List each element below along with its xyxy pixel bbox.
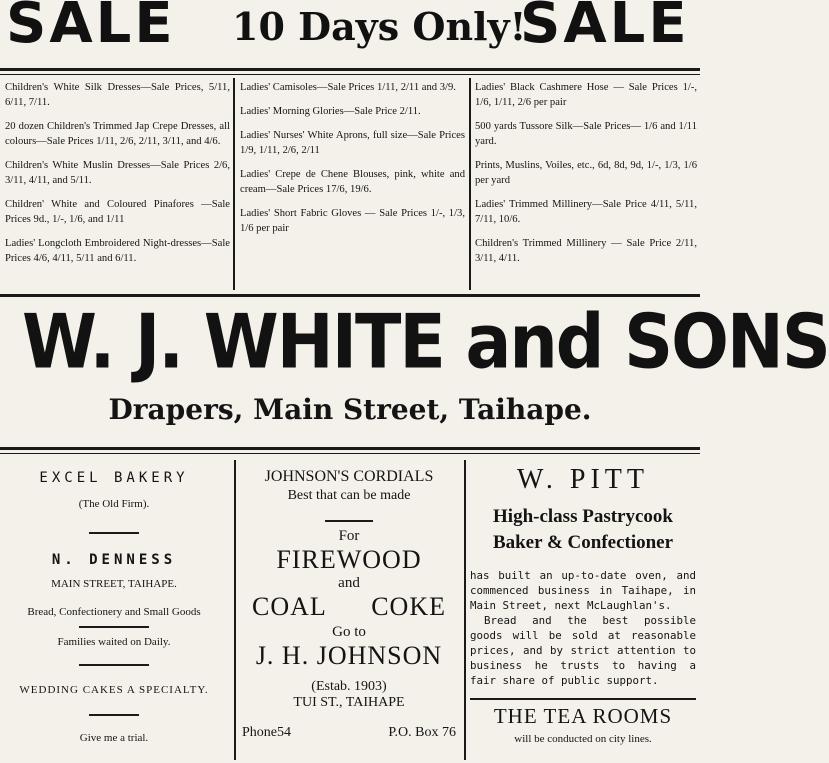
short-divider	[79, 626, 149, 628]
bakery-address: MAIN STREET, TAIHAPE.	[51, 578, 177, 590]
johnson-firewood: FIREWOOD	[276, 545, 422, 574]
sale-item: Ladies' Trimmed Millinery—Sale Price 4/11, 5/11, 7/11, 10/6.	[475, 199, 697, 225]
sale-item: Children's Trimmed Millinery — Sale Price 2/11, 3/11, 4/11.	[475, 238, 697, 264]
sale-item: Ladies' Nurses' White Aprons, full size—Sale Prices 1/9, 1/11, 2/6, 2/11	[240, 130, 465, 156]
johnson-cordials: JOHNSON'S CORDIALS	[264, 468, 434, 485]
pitt-ad	[470, 462, 696, 745]
bakery-wedding-cakes: WEDDING CAKES A SPECIALTY.	[19, 684, 209, 696]
sale-item: Ladies' Black Cashmere Hose — Sale Prices 1/-, 1/6, 1/11, 2/6 per pair	[475, 82, 697, 108]
column-divider	[233, 78, 235, 290]
johnson-phone: Phone54	[242, 725, 291, 740]
banner-bottom-divider-thin	[0, 453, 700, 454]
sale-column-1	[5, 80, 230, 275]
pitt-conducted: will be conducted on city lines.	[514, 733, 652, 745]
pitt-tea-rooms: THE TEA ROOMS	[493, 704, 673, 728]
johnson-pobox: P.O. Box 76	[388, 725, 456, 740]
johnson-name: J. H. JOHNSON	[255, 641, 443, 670]
johnson-coke: COKE	[371, 592, 446, 621]
johnson-for: For	[338, 528, 360, 544]
short-divider	[89, 714, 139, 716]
sale-item: Ladies' Longcloth Embroidered Night-dresses—Sale Prices 4/6, 4/11, 5/11 and 6/11.	[5, 238, 230, 264]
column-divider	[469, 78, 471, 290]
column-divider	[234, 460, 236, 760]
pitt-line1: High-class Pastrycook	[493, 506, 673, 527]
bakery-subtitle: (The Old Firm).	[78, 498, 150, 510]
sale-item: Prints, Muslins, Voiles, etc., 6d, 8d, 9d, 1/-, 1/3, 1/6 per yard	[475, 160, 697, 186]
pitt-line2: Baker & Confectioner	[492, 532, 674, 553]
sale-item: Ladies' Camisoles—Sale Prices 1/11, 2/11 and 3/9.	[240, 82, 456, 93]
short-divider	[89, 532, 139, 534]
johnson-fuel-line	[238, 592, 460, 622]
bakery-title: EXCEL BAKERY	[39, 470, 189, 486]
pitt-paragraph-1: has built an up-to-date oven, and commenced business in Taihape, in Main Street, next McLaughlan's.	[470, 569, 696, 612]
johnson-best: Best that can be made	[287, 488, 411, 503]
johnson-contact-line	[238, 725, 460, 741]
column-divider	[464, 460, 466, 760]
bakery-trial: Give me a trial.	[79, 732, 149, 744]
ten-days-only-heading: 10 Days Only!	[232, 4, 527, 49]
bakery-owner: N. DENNESS	[51, 552, 177, 568]
sale-item: Children' White and Coloured Pinafores —Sale Prices 9d., 1/-, 1/6, and 1/11	[5, 199, 230, 225]
short-divider	[79, 664, 149, 666]
johnson-estab: (Estab. 1903)	[311, 679, 387, 694]
banner-top-divider	[0, 294, 700, 297]
johnson-street: TUI ST., TAIHAPE	[293, 695, 405, 710]
sale-item: Children's White Muslin Dresses—Sale Prices 2/6, 3/11, 4/11, and 5/11.	[5, 160, 230, 186]
sale-heading-right: SALE	[520, 0, 690, 56]
sale-item: 20 dozen Children's Trimmed Jap Crepe Dresses, all colours—Sale Prices 1/11, 2/6, 2/11, 3/11, and 4/6.	[5, 121, 230, 147]
pitt-divider	[470, 698, 696, 700]
store-name-banner: W. J. WHITE and SONS	[22, 299, 829, 387]
bakery-goods: Bread, Confectionery and Small Goods	[27, 606, 201, 618]
johnson-coal: COAL	[252, 592, 327, 621]
short-divider	[325, 520, 373, 522]
sale-column-2	[240, 80, 465, 245]
johnson-and: and	[338, 575, 360, 591]
sale-item: Ladies' Morning Glories—Sale Price 2/11.	[240, 106, 421, 117]
pitt-paragraph-2: Bread and the best possible goods will be sold at reasonable prices, and by strict attention to business he trusts to having a fair share of public support.	[470, 614, 696, 687]
sale-item: 500 yards Tussore Silk—Sale Prices— 1/6 and 1/11 yard.	[475, 121, 697, 147]
sale-item: Ladies' Crepe de Chene Blouses, pink, white and cream—Sale Prices 17/6, 19/6.	[240, 169, 465, 195]
sale-item: Children's White Silk Dresses—Sale Prices, 5/11, 6/11, 7/11.	[5, 82, 230, 108]
sale-heading-left: SALE	[6, 0, 176, 56]
sale-item: Ladies' Short Fabric Gloves — Sale Prices 1/-, 1/3, 1/6 per pair	[240, 208, 465, 234]
header-divider	[0, 68, 700, 71]
header-divider-thin	[0, 74, 700, 75]
store-address: Drapers, Main Street, Taihape.	[108, 393, 592, 426]
sale-column-3	[475, 80, 697, 275]
bakery-ad	[0, 462, 228, 744]
johnson-ad	[238, 462, 460, 741]
banner-bottom-divider	[0, 447, 700, 450]
johnson-goto: Go to	[332, 624, 366, 640]
pitt-title: W. PITT	[517, 464, 649, 495]
bakery-families: Families waited on Daily.	[57, 636, 171, 648]
